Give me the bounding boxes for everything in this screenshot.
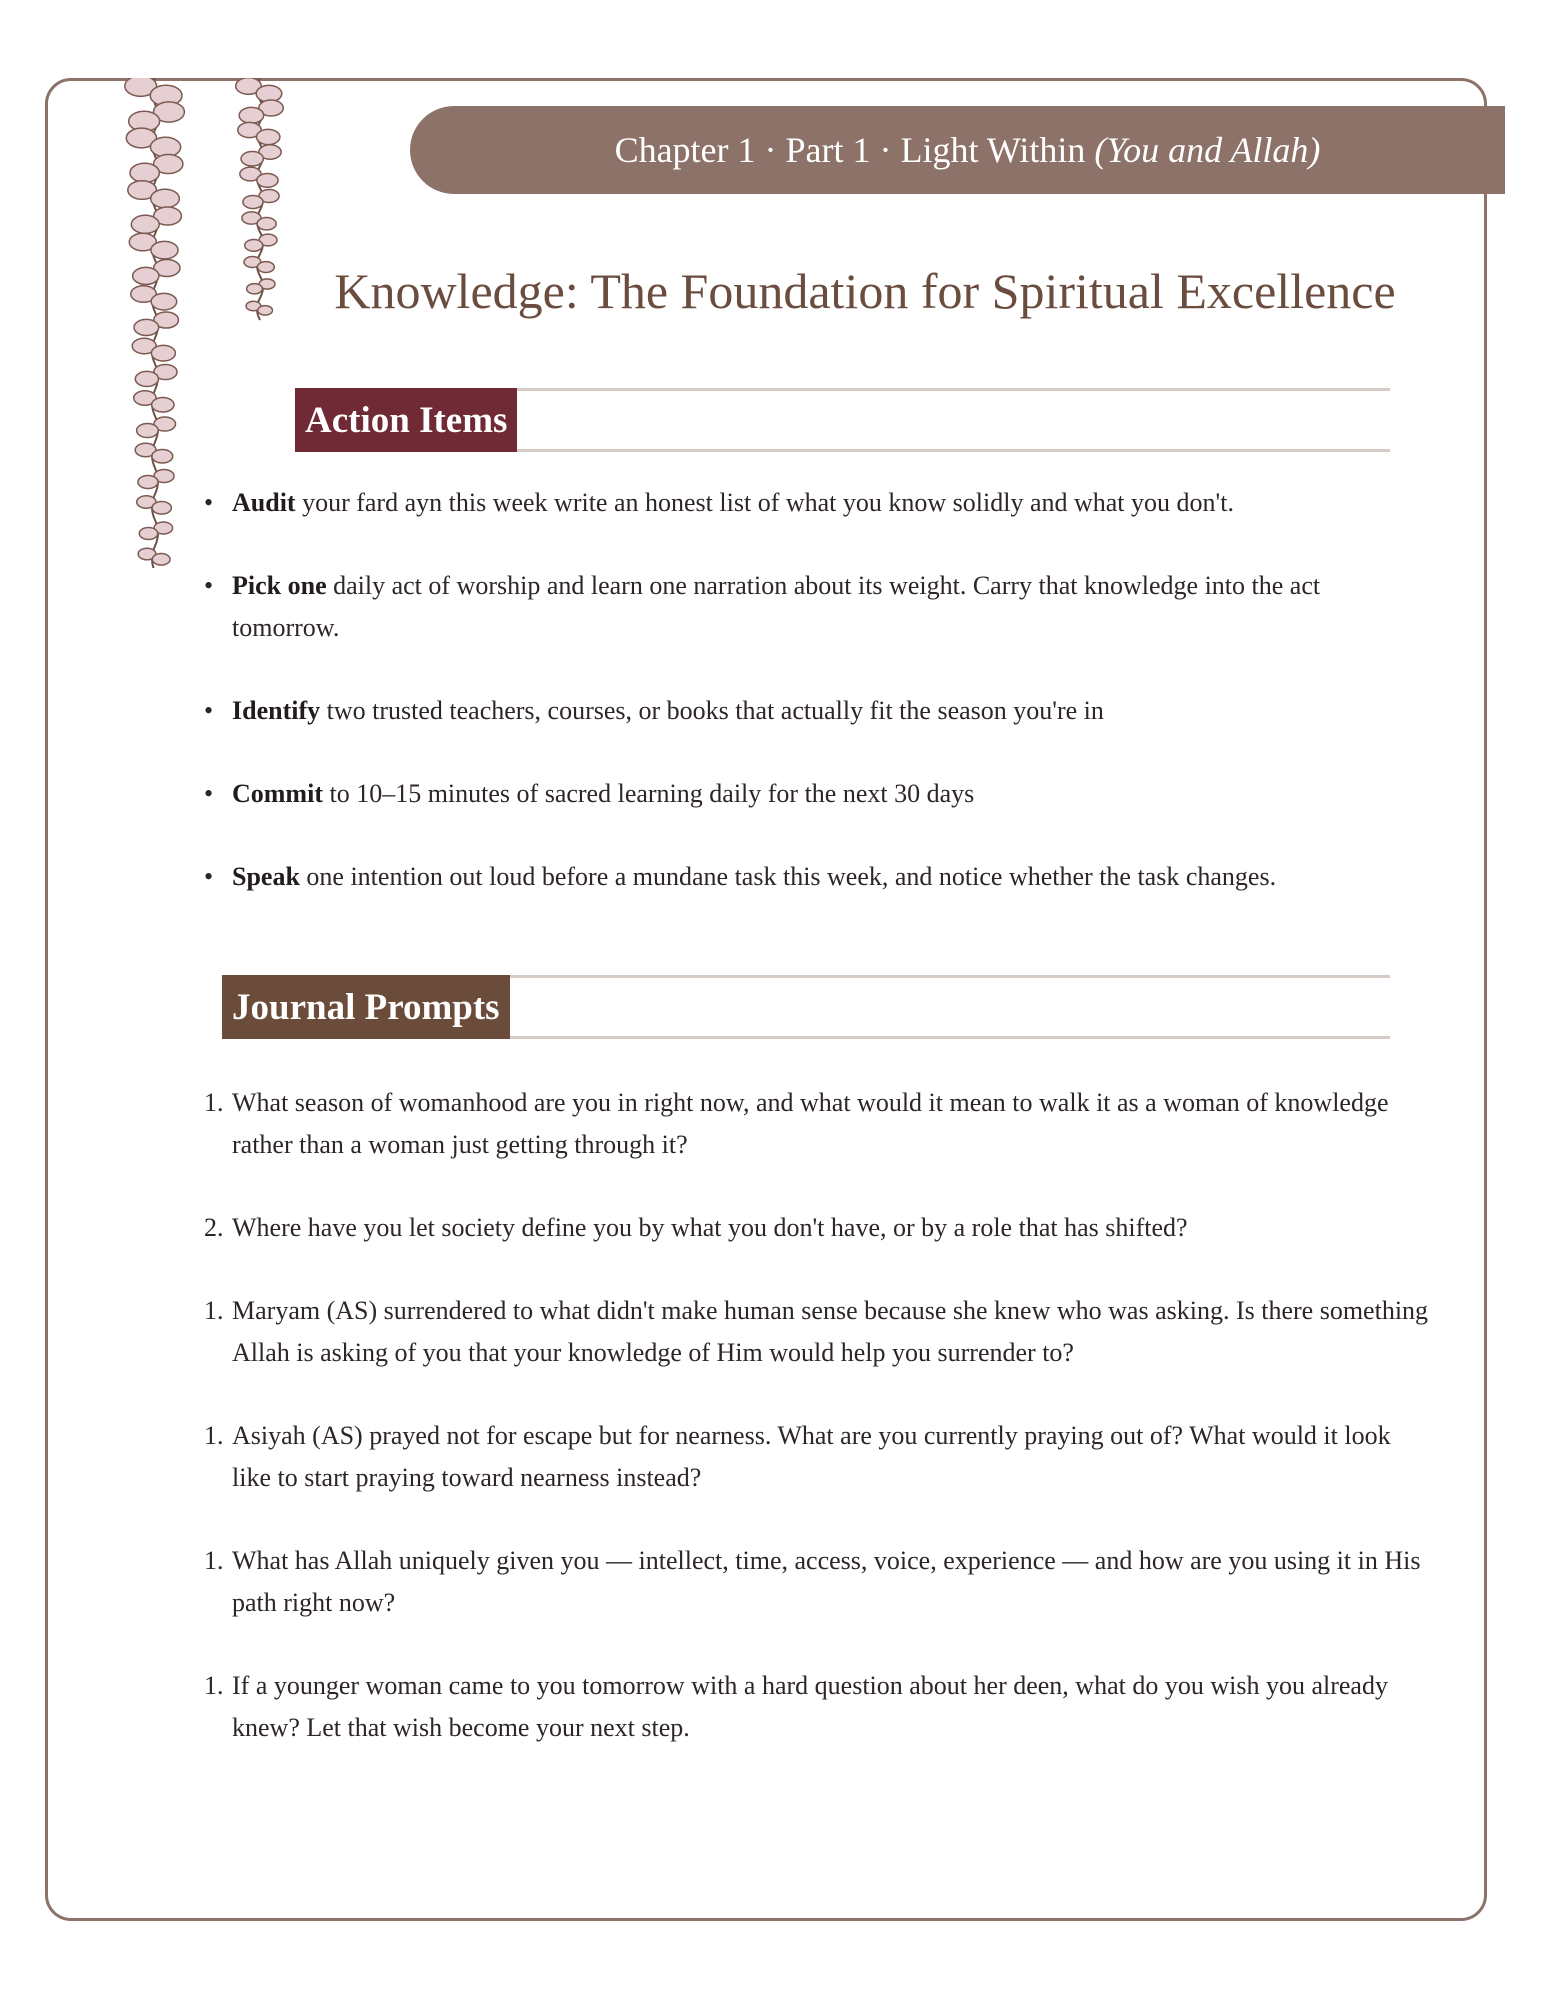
prompt-text: Where have you let society define you by what you don't have, or by a role that has shifted? [232, 1213, 1188, 1242]
action-items-heading: Action Items [295, 388, 517, 452]
action-item-lead: Pick one [232, 571, 327, 600]
journal-prompts-heading: Journal Prompts [222, 975, 510, 1039]
action-item-text: daily act of worship and learn one narration about its weight. Carry that knowledge into the act tomorrow. [232, 571, 1321, 642]
action-item-text: to 10–15 minutes of sacred learning daily for the next 30 days [322, 779, 975, 808]
prompt-text: What season of womanhood are you in right now, and what would it mean to walk it as a woman of knowledge rather than a woman just getting through it? [232, 1088, 1389, 1159]
journal-prompts-list [204, 1082, 1452, 1790]
prompt-number: 1. [204, 1421, 224, 1450]
prompt-text: Asiyah (AS) prayed not for escape but for nearness. What are you currently praying out of? What would it look like to start praying toward nearness instead? [232, 1421, 1391, 1492]
action-item [204, 856, 1452, 898]
action-item-lead: Speak [232, 862, 300, 891]
page-title: Knowledge: The Foundation for Spiritual Excellence [334, 263, 1396, 319]
action-item [204, 773, 1452, 815]
chapter-banner [410, 106, 1505, 194]
action-item [204, 690, 1452, 732]
chapter-label: Chapter 1 · Part 1 · Light Within [614, 130, 1086, 170]
prompt-number: 1. [204, 1546, 224, 1575]
bullet-icon: • [204, 779, 214, 808]
action-item-text: two trusted teachers, courses, or books that actually fit the season you're in [320, 696, 1104, 725]
journal-prompt [204, 1207, 1452, 1249]
journal-prompts-header [222, 975, 1390, 1039]
action-item-text: one intention out loud before a mundane task this week, and notice whether the task changes. [299, 862, 1277, 891]
action-item-lead: Identify [232, 696, 321, 725]
action-item [204, 565, 1452, 649]
prompt-text: If a younger woman came to you tomorrow with a hard question about her deen, what do you wish you already knew? Let that wish become your next step. [232, 1671, 1388, 1742]
action-items-header [295, 388, 1390, 452]
prompt-number: 1. [204, 1088, 224, 1117]
prompt-number: 1. [204, 1296, 224, 1325]
action-item [204, 482, 1452, 524]
prompt-text: What has Allah uniquely given you — intellect, time, access, voice, experience — and how are you using it in His path right now? [232, 1546, 1421, 1617]
action-items-list [204, 482, 1452, 939]
journal-prompt [204, 1082, 1452, 1166]
journal-prompt [204, 1290, 1452, 1374]
action-item-lead: Commit [232, 779, 323, 808]
bullet-icon: • [204, 696, 214, 725]
chapter-subtitle: (You and Allah) [1094, 130, 1321, 170]
action-item-lead: Audit [232, 488, 296, 517]
bullet-icon: • [204, 488, 214, 517]
journal-prompt [204, 1415, 1452, 1499]
prompt-text: Maryam (AS) surrendered to what didn't make human sense because she knew who was asking. Is there something Allah is asking of you that your knowledge of Him would help you surrender to? [232, 1296, 1429, 1367]
prompt-number: 1. [204, 1671, 224, 1700]
journal-prompt [204, 1540, 1452, 1624]
action-item-text: your fard ayn this week write an honest list of what you know solidly and what you don't. [295, 488, 1234, 517]
prompt-number: 2. [204, 1213, 224, 1242]
bullet-icon: • [204, 571, 214, 600]
bullet-icon: • [204, 862, 214, 891]
journal-prompt [204, 1665, 1452, 1749]
